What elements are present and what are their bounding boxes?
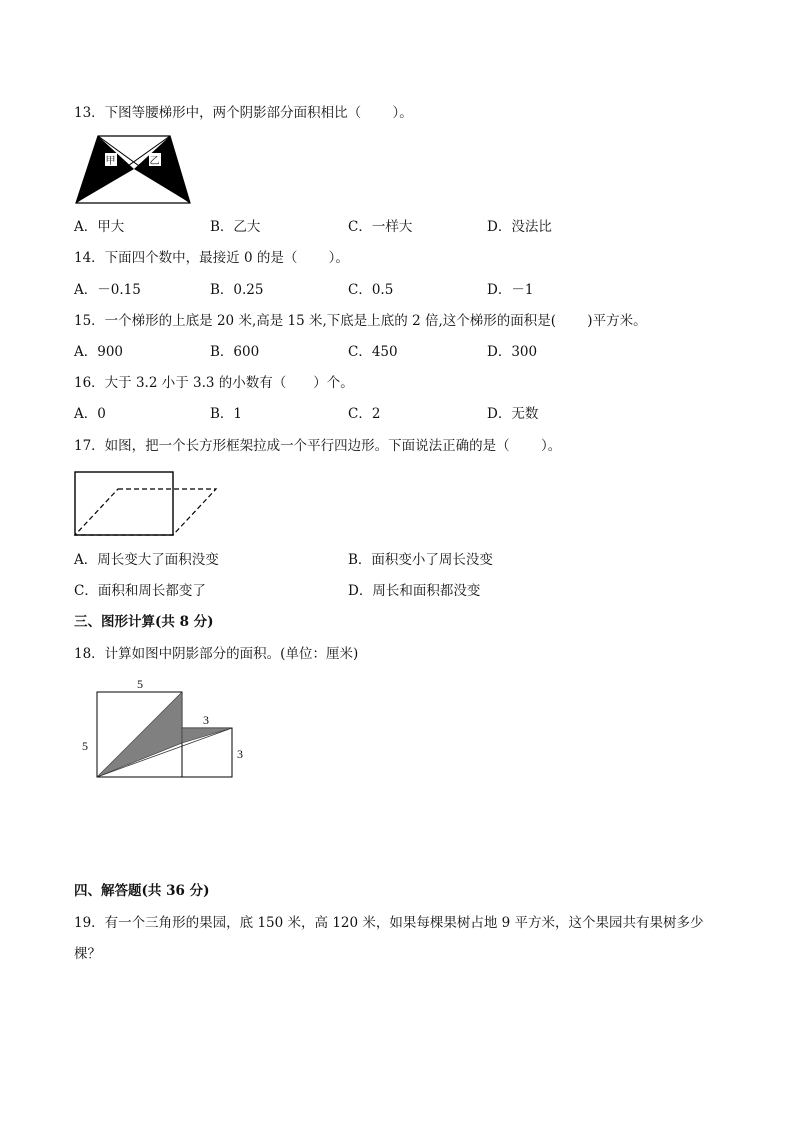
- label-small-right-3: 3: [237, 747, 243, 761]
- shaded-triangle-upper: [97, 692, 182, 777]
- q18-shaded-area-figure: [78, 676, 248, 786]
- label-jia: 甲: [105, 156, 116, 167]
- q17-option-d[interactable]: D．周长和面积都没变: [348, 583, 481, 599]
- section-3-title: 三、图形计算(共 8 分): [74, 614, 214, 630]
- label-left-5: 5: [82, 739, 88, 753]
- label-top-5: 5: [137, 677, 143, 691]
- q15-option-a[interactable]: A．900: [74, 344, 124, 360]
- q17-option-b[interactable]: B．面积变小了周长没变: [348, 552, 493, 568]
- question-19-line-1: 19．有一个三角形的果园，底 150 米，高 120 米，如果每棵果树占地 9 平方米，这个果园共有果树多少: [74, 915, 704, 931]
- label-small-top-3: 3: [203, 713, 209, 727]
- q15-option-d[interactable]: D．300: [487, 344, 538, 360]
- rectangle-frame: [75, 472, 173, 535]
- question-17-text: 17．如图，把一个长方形框架拉成一个平行四边形。下面说法正确的是（ ）。: [74, 438, 562, 454]
- q14-option-a[interactable]: A．－0.15: [74, 282, 141, 298]
- q13-option-d[interactable]: D．没法比: [487, 219, 552, 235]
- question-13-text: 13．下图等腰梯形中，两个阴影部分面积相比（ ）。: [74, 105, 413, 121]
- parallelogram-frame: [75, 489, 216, 535]
- question-19-line-2: 棵？: [74, 946, 101, 962]
- q15-option-b[interactable]: B．600: [210, 344, 260, 360]
- section-4-title: 四、解答题(共 36 分): [74, 883, 210, 899]
- q17-option-c[interactable]: C．面积和周长都变了: [74, 583, 206, 599]
- question-16-text: 16．大于 3.2 小于 3.3 的小数有（ ）个。: [74, 375, 354, 391]
- label-yi: 乙: [149, 156, 160, 167]
- q16-option-c[interactable]: C．2: [348, 406, 381, 422]
- q16-option-a[interactable]: A．0: [74, 406, 106, 422]
- q16-option-b[interactable]: B．1: [210, 406, 243, 422]
- q13-option-c[interactable]: C．一样大: [348, 219, 413, 235]
- q14-option-d[interactable]: D．－1: [487, 282, 534, 298]
- q14-option-b[interactable]: B．0.25: [210, 282, 264, 298]
- shaded-region-yi: [134, 136, 190, 203]
- q13-option-a[interactable]: A．甲大: [74, 219, 125, 235]
- q14-option-c[interactable]: C．0.5: [348, 282, 394, 298]
- question-18-text: 18．计算如图中阴影部分的面积。(单位：厘米): [74, 646, 359, 662]
- shaded-region-jia: [76, 136, 134, 203]
- q13-option-b[interactable]: B．乙大: [210, 219, 261, 235]
- q17-option-a[interactable]: A．周长变大了面积没变: [74, 552, 219, 568]
- q17-rectangle-parallelogram-figure: [74, 471, 219, 537]
- question-14-text: 14．下面四个数中，最接近 0 的是（ ）。: [74, 250, 349, 266]
- shaded-triangle-lower: [182, 728, 232, 743]
- q15-option-c[interactable]: C．450: [348, 344, 398, 360]
- q16-option-d[interactable]: D．无数: [487, 406, 539, 422]
- q13-trapezoid-figure: [74, 134, 194, 206]
- question-15-text: 15．一个梯形的上底是 20 米,高是 15 米,下底是上底的 2 倍,这个梯形的面积是( )平方米。: [74, 313, 647, 329]
